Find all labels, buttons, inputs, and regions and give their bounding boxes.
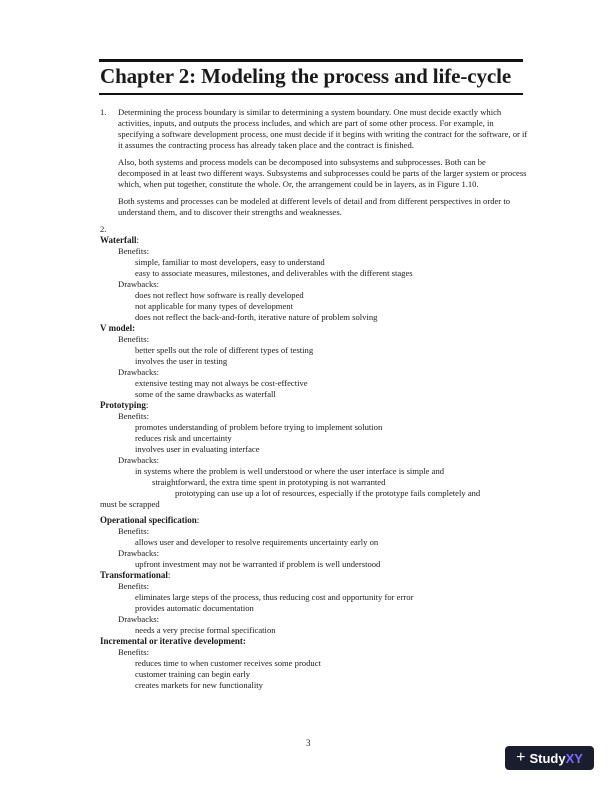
list-item: simple, familiar to most developers, easy to understand: [135, 257, 325, 267]
list-item: some of the same drawbacks as waterfall: [135, 389, 276, 399]
question-1: [100, 107, 530, 218]
list-item: straightforward, the extra time spent in prototyping is not warranted: [152, 477, 386, 487]
studyxy-logo: [505, 746, 594, 770]
model-heading-prototyping: Prototyping:: [100, 400, 149, 410]
plus-icon: +: [516, 749, 526, 766]
question-1-paragraph: Determining the process boundary is similar to determining a system boundary. One must decide exactly which activities, inputs, and outputs the process includes, and which are part of some other process. For example, in specifying a software development process, one must decide if it begins with writing the contract for the software, or if it assumes the contracting process has already taken place and the contract is finished.: [118, 107, 528, 150]
chapter-title: Chapter 2: Modeling the process and life-cycle: [100, 64, 512, 88]
body-text: [100, 107, 530, 691]
drawbacks-label: Drawbacks:: [118, 367, 160, 377]
list-item: needs a very precise formal specification: [135, 625, 276, 635]
list-item: extensive testing may not always be cost-effective: [135, 378, 308, 388]
drawbacks-label: Drawbacks:: [118, 455, 160, 465]
list-item: promotes understanding of problem before trying to implement solution: [135, 422, 383, 432]
benefits-label: Benefits:: [118, 647, 150, 657]
benefits-label: Benefits:: [118, 526, 150, 536]
list-item: reduces time to when customer receives some product: [135, 658, 321, 668]
model-heading-transformational: Transformational:: [100, 570, 171, 580]
question-1-paragraph: Both systems and processes can be modeled at different levels of detail and from different perspectives in order to understand them, and to discover their strengths and weaknesses.: [118, 196, 511, 217]
logo-text-accent: XY: [565, 750, 583, 766]
list-item: easy to associate measures, milestones, and deliverables with the different stages: [135, 268, 413, 278]
list-item: does not reflect how software is really developed: [135, 290, 304, 300]
benefits-label: Benefits:: [118, 246, 150, 256]
page-number: 3: [306, 738, 311, 748]
model-heading-operational-specification: Operational specification:: [100, 515, 200, 525]
question-1-number: 1.: [100, 107, 107, 117]
list-item: creates markets for new functionality: [135, 680, 263, 690]
model-heading-incremental: Incremental or iterative development:: [100, 636, 246, 646]
drawbacks-label: Drawbacks:: [118, 279, 160, 289]
question-2: [100, 224, 530, 691]
list-item: customer training can begin early: [135, 669, 251, 679]
list-item: prototyping can use up a lot of resources, especially if the prototype fails completely and: [175, 488, 481, 498]
list-item: involves the user in testing: [135, 356, 228, 366]
list-item: better spells out the role of different types of testing: [135, 345, 314, 355]
list-item: allows user and developer to resolve requirements uncertainty early on: [135, 537, 379, 547]
logo-text: Study: [529, 750, 566, 766]
title-bottom-rule: [99, 93, 523, 95]
benefits-label: Benefits:: [118, 334, 150, 344]
model-heading-v-model: V model:: [100, 323, 136, 333]
title-top-rule: [99, 59, 523, 62]
list-item: upfront investment may not be warranted if problem is well understood: [135, 559, 381, 569]
list-item: involves user in evaluating interface: [135, 444, 260, 454]
benefits-label: Benefits:: [118, 581, 150, 591]
question-1-paragraph: Also, both systems and process models can be decomposed into subsystems and subprocesses. Both can be decomposed in at least two different ways. Subsystems and subprocesses could be parts of the larger system or process which, when put together, constitute the whole. Or, the arrangement could be in layers, as in Figure 1.10.: [118, 157, 527, 189]
list-item: not applicable for many types of development: [135, 301, 293, 311]
list-item: in systems where the problem is well understood or where the user interface is simple and: [135, 466, 445, 476]
list-item: reduces risk and uncertainty: [135, 433, 232, 443]
list-item: must be scrapped: [100, 499, 160, 509]
list-item: does not reflect the back-and-forth, iterative nature of problem solving: [135, 312, 378, 322]
drawbacks-label: Drawbacks:: [118, 614, 160, 624]
benefits-label: Benefits:: [118, 411, 150, 421]
model-heading-waterfall: Waterfall:: [100, 235, 140, 245]
list-item: provides automatic documentation: [135, 603, 254, 613]
drawbacks-label: Drawbacks:: [118, 548, 160, 558]
question-2-number: 2.: [100, 224, 107, 234]
list-item: eliminates large steps of the process, thus reducing cost and opportunity for error: [135, 592, 414, 602]
